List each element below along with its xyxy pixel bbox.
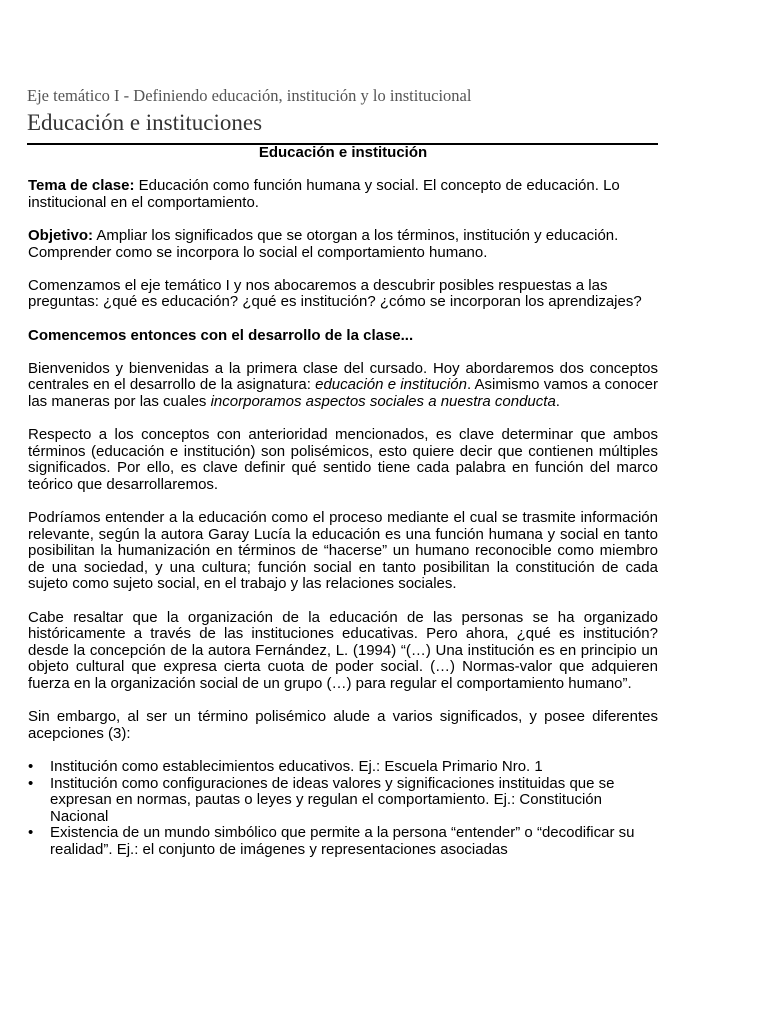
tema-text: Educación como función humana y social. El concepto de educación. Lo institucional en el comportamiento. xyxy=(28,177,620,211)
list-item-text: Institución como configuraciones de ideas valores y significaciones instituidas que se expresan en normas, pautas o leyes y regulan el comportamiento. Ej.: Constitución Nacional xyxy=(50,774,615,825)
objetivo-label: Objetivo: xyxy=(28,226,94,244)
subheading: Comencemos entonces con el desarrollo de la clase... xyxy=(28,326,414,344)
institution-paragraph: Cabe resaltar que la organización de la educación de las personas se ha organizado históricamente a través de las instituciones educativas. Pero ahora, ¿qué es institución? desde la concepción de la autora Fernández, L. (1994) “(…) Una institución es en principio un objeto cultural que expresa cierta cuota de poder social. (…) Normas-valor que adquieren fuerza en la organización social de un grupo (…) para regular el comportamiento humano”. xyxy=(28,608,658,692)
objetivo-paragraph xyxy=(28,228,658,261)
education-paragraph: Podríamos entender a la educación como el proceso mediante el cual se trasmite información relevante, según la autora Garay Lucía la educación es una función humana y social en tanto posibilitan la humanización en términos de “hacerse” un humano reconocible como miembro de una sociedad, y una cultura; función social en tanto posibilitan la constitución de cada sujeto como sujeto social, en el trabajo y las relaciones sociales. xyxy=(28,509,658,593)
list-item-text: Existencia de un mundo simbólico que permite a la persona “entender” o “decodificar su realidad”. Ej.: el conjunto de imágenes y representaciones asociadas xyxy=(50,824,635,858)
tema-label: Tema de clase: xyxy=(28,177,135,195)
welcome-emphasis-1: educación e institución xyxy=(315,376,467,394)
welcome-text-2: . Asimismo vamos a conocer las maneras por las cuales xyxy=(28,376,659,410)
acepciones-list xyxy=(28,759,658,859)
list-item xyxy=(28,825,658,858)
document-heading: Educación e institución xyxy=(258,144,428,161)
bullet-icon: • xyxy=(28,774,34,792)
list-item-text: Institución como establecimientos educativos. Ej.: Escuela Primario Nro. 1 xyxy=(50,757,543,775)
list-item xyxy=(28,776,658,826)
page-title: Educación e instituciones xyxy=(27,110,263,135)
objetivo-text: Ampliar los significados que se otorgan a los términos, institución y educación. Comprender como se incorpora lo social el comportamiento humano. xyxy=(28,226,619,261)
list-item xyxy=(28,759,658,776)
intro-paragraph: Comenzamos el eje temático I y nos abocaremos a descubrir posibles respuestas a las preguntas: ¿qué es educación? ¿qué es institución? ¿cómo se incorporan los aprendizajes? xyxy=(28,276,642,311)
polysemy-paragraph: Respecto a los conceptos con anterioridad mencionados, es clave determinar que ambos términos (educación e institución) son polisémicos, esto quiere decir que contienen múltiples significados. Por ello, es clave definir qué sentido tiene cada palabra en función del marco teórico que desarrollaremos. xyxy=(28,426,658,493)
bullet-icon: • xyxy=(28,824,34,842)
welcome-text-1: Bienvenidos y bienvenidas a la primera clase del cursado. Hoy abordaremos dos conceptos centrales en el desarrollo de la asignatura: xyxy=(28,359,658,394)
acepciones-paragraph: Sin embargo, al ser un término polisémico alude a varios significados, y posee diferentes acepciones (3): xyxy=(28,708,658,742)
bullet-icon: • xyxy=(28,757,34,775)
welcome-text-3: . xyxy=(555,392,560,410)
tema-paragraph xyxy=(28,178,658,211)
welcome-emphasis-2: incorporamos aspectos sociales a nuestra conducta xyxy=(210,392,556,410)
document-body xyxy=(28,145,658,859)
welcome-paragraph xyxy=(28,361,658,411)
section-eyebrow: Eje temático I - Definiendo educación, institución y lo institucional xyxy=(27,86,472,105)
